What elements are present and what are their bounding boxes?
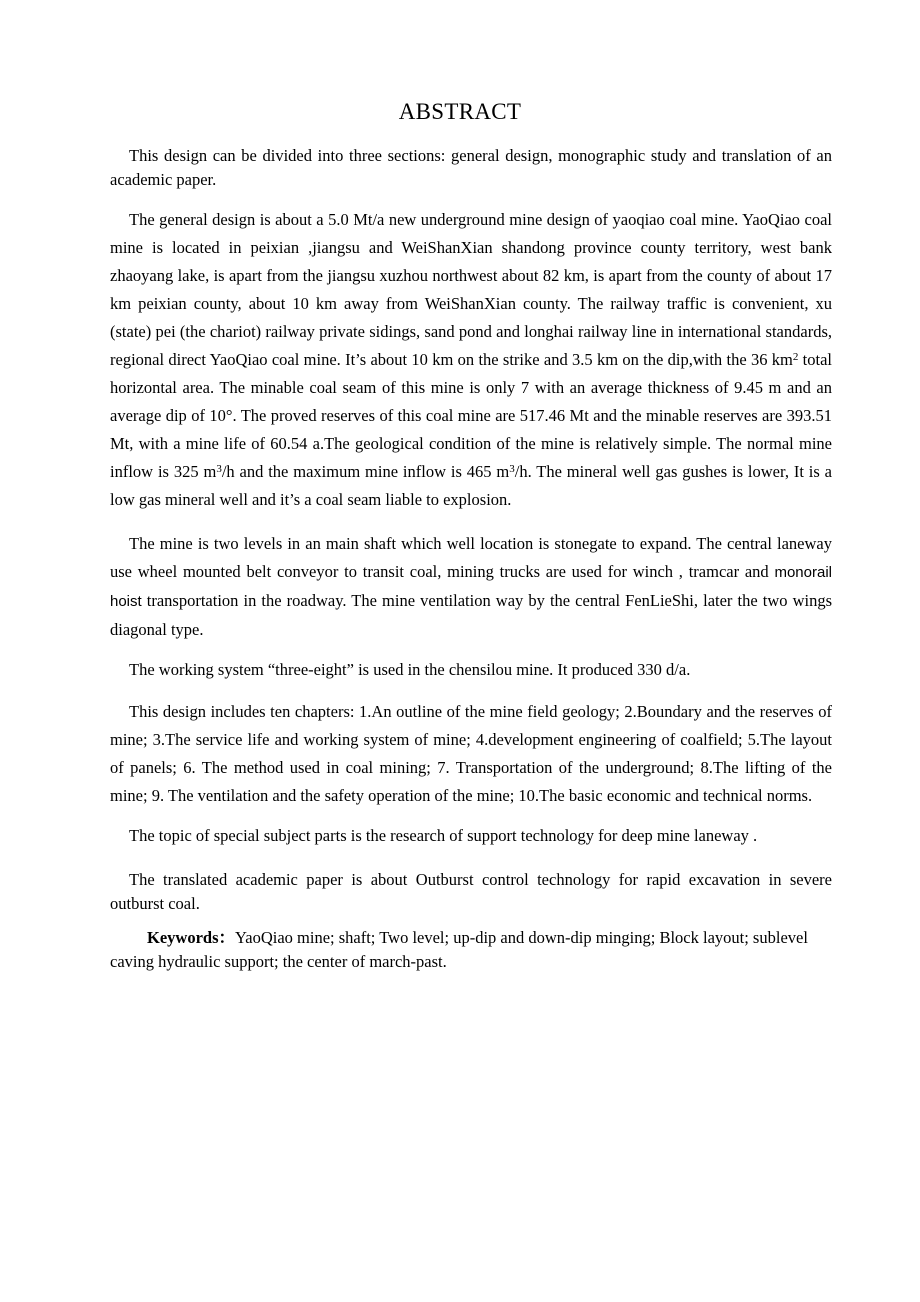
paragraph-chapters: This design includes ten chapters: 1.An outline of the mine field geology; 2.Boundary and the reserves of mine; 3.The service life and working system of mine; 4.development engineering of coalfield; 5.The layout of panels; 6. The method used in coal mining; 7. Transportation of the underground; 8.The lifting of the mine; 9. The ventilation and the safety operation of the mine; 10.The basic economic and technical norms. — [110, 702, 832, 805]
monorail-hoist-term: monorail hoist — [110, 564, 832, 610]
mine-layout-text-1: The mine is two levels in an main shaft which well location is stonegate to expand. The central laneway use wheel mounted belt conveyor to transit coal, mining trucks are used for winch , tramcar and — [110, 534, 832, 581]
paragraph-general-design — [110, 206, 832, 514]
superscript-volume-unit-2: 3 — [509, 463, 515, 475]
paragraph-working-system: The working system “three-eight” is used in the chensilou mine. It produced 330 d/a. — [129, 660, 691, 679]
paragraph-mine-layout — [110, 530, 832, 644]
keywords-line — [110, 926, 832, 974]
mine-layout-text-2: transportation in the roadway. The mine ventilation way by the central FenLieShi, later the two wings diagonal type. — [110, 591, 832, 639]
general-design-text-3: /h and the maximum mine inflow is 465 m — [221, 462, 510, 481]
general-design-text-1: The general design is about a 5.0 Mt/a new underground mine design of yaoqiao coal mine. YaoQiao coal mine is located in peixian ,jiangsu and WeiShanXian shandong province county territory, west bank zhaoyang lake, is apart from the jiangsu xuzhou northwest about 82 km, is apart from the county of about 17 km peixian county, about 10 km away from WeiShanXian county. The railway traffic is convenient, xu (state) pei (the chariot) railway private sidings, sand pond and longhai railway line in international standards, regional direct YaoQiao coal mine. It’s about 10 km on the strike and 3.5 km on the dip,with the 36 km — [110, 210, 832, 369]
superscript-area-unit: 2 — [792, 351, 799, 363]
abstract-title: ABSTRACT — [398, 99, 522, 124]
general-design-text-2: total horizontal area. The minable coal seam of this mine is only 7 with an average thickness of 9.45 m and an average dip of 10°. The proved reserves of this coal mine are 517.46 Mt and the minable reserves are 393.51 Mt, with a mine life of 60.54 a.The geological condition of the mine is relatively simple. The normal mine inflow is 325 m — [110, 350, 832, 481]
abstract-body — [110, 144, 832, 974]
paragraph-special-topic: The topic of special subject parts is the research of support technology for deep mine laneway . — [129, 826, 758, 845]
keywords-text: YaoQiao mine; shaft; Two level; up-dip and down-dip minging; Block layout; sublevel caving hydraulic support; the center of march-past. — [110, 928, 808, 971]
superscript-volume-unit-1: 3 — [216, 463, 222, 475]
paragraph-overview: This design can be divided into three sections: general design, monographic study and translation of an academic paper. — [110, 146, 832, 189]
paragraph-translation: The translated academic paper is about Outburst control technology for rapid excavation in severe outburst coal. — [110, 870, 832, 913]
general-design-text-4: /h. The mineral well gas gushes is lower, It is a low gas mineral well and it’s a coal seam liable to explosion. — [110, 462, 832, 509]
keywords-label: Keywords： — [147, 928, 235, 947]
